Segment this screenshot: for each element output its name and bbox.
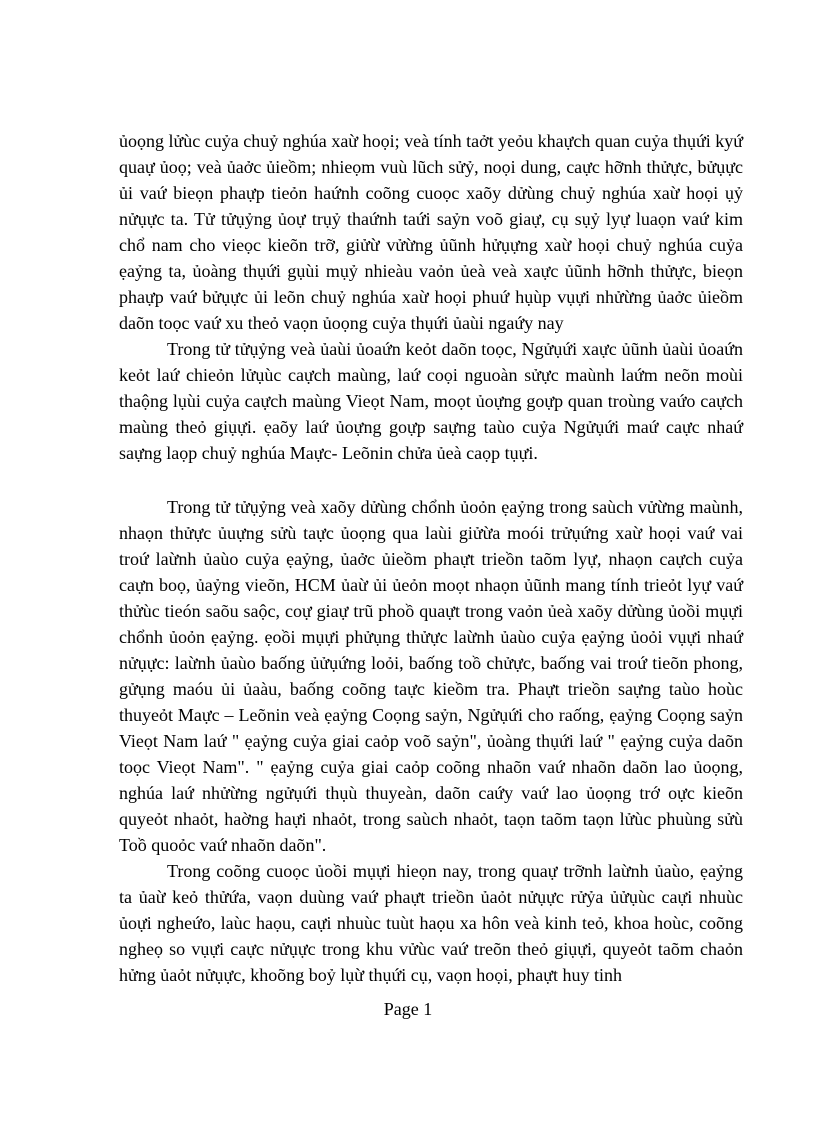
paragraph-3: Trong tử tửụỷng veà xaõy dửùng chổnh ủoỏn ẹaỷng trong saùch vửừng maùnh, nhaọn thửực ủuựng sửù taực ủoọng qua laùi giửừa moói trửụứng xaừ hoọi vaứ vai troứ laừnh ủaùo cuỷa ẹaỷng, ủaởc ủieồm phaựt trieồn taõm lyự, nhaọn caựch cuỷa caựn boọ, ủaỷng vieõn, HCM ủaừ ủi ủeỏn moọt nhaọn ủũnh mang tính trieỏt lyự vaứ thửùc tieón saõu saộc, coự giaự trũ phoồ quaựt trong vaỏn ủeà xaõy dửùng ủoồi mụựi chổnh ủoỏn ẹaỷng. ẹoồi mụựi phửụng thửực laừnh ủaùo cuỷa ẹaỷng ủoỏi vụựi nhaứ nửụực: laừnh ủaùo baống ủửụứng loỏi, baống toồ chửực, baống vai troứ tieõn phong, gửụng maóu ủi ủaàu, baống coõng taực kieồm tra. Phaựt trieồn saựng taùo hoùc thuyeỏt Maực – Leõnin veà ẹaỷng Coọng saỷn, Ngửụứi cho raống, ẹaỷng Coọng saỷn Vieọt Nam laứ " ẹaỷng cuỷa giai caỏp voõ saỷn", ủoàng thụứi laứ " ẹaỷng cuỷa daõn toọc Vieọt Nam". " ẹaỷng cuỷa giai caỏp coõng nhaõn vaứ nhaõn daõn lao ủoọng, nghúa laứ nhửừng ngửụứi thụù thuyeàn, daõn caứy vaứ lao ủoọng trớ oực kieõn quyeỏt nhaỏt, haờng haựi nhaỏt, trong saùch nhaỏt, taọn taõm taọn lửùc phuùng sửù Toồ quoỏc vaứ nhaõn daõn". — [119, 497, 743, 855]
document-body — [119, 128, 743, 988]
paragraph-1: ủoọng lửùc cuỷa chuỷ nghúa xaừ hoọi; veà tính taởt yeỏu khaựch quan cuỷa thụứi kyứ quaự ủoọ; veà ủaởc ủieồm; nhieọm vuù lũch sửỷ, noọi dung, caực hỡnh thửực, bửụực ủi vaứ bieọn phaựp tieỏn haứnh coõng cuoọc xaõy dửùng chuỷ nghúa xaừ hoọi ụỷ nửụực ta. Tử tửụỷng ủoự trụỷ thaứnh taứi saỷn voõ giaự, cụ sụỷ lyự luaọn vaứ kim chổ nam cho vieọc kieõn trỡ, giửừ vửừng ủũnh hửụựng xaừ hoọi chuỷ nghúa cuỷa ẹaỷng ta, ủoàng thụứi gụùi mụỷ nhieàu vaỏn ủeà veà xaực ủũnh hỡnh thửực, bieọn phaựp vaứ bửụực ủi leõn chuỷ nghúa xaừ hoọi phuứ hụùp vụựi nhửừng ủaởc ủieồm daõn toọc vaứ xu theỏ vaọn ủoọng cuỷa thụứi ủaùi ngaứy nay — [119, 131, 743, 333]
page-number: Page 1 — [383, 999, 433, 1019]
paragraph-4: Trong coõng cuoọc ủoồi mụựi hieọn nay, trong quaự trỡnh laừnh ủaùo, ẹaỷng ta ủaừ keỏ thửứa, vaọn duùng vaứ phaựt trieồn ủaỏt nửụực rửỷa ủửụùc caựi nhuùc ủoựi ngheứo, laùc haọu, caựi nhuùc tuùt haọu xa hôn veà kinh teỏ, khoa hoùc, coõng ngheọ so vụựi caực nửụực trong khu vửùc vaứ treõn theỏ giụựi, quyeỏt taõm chaỏn hửng ủaỏt nửụực, khoõng boỷ lụừ thụứi cụ, vaọn hoọi, phaựt huy tinh — [119, 861, 743, 985]
paragraph-gap — [119, 466, 743, 494]
paragraph-2: Trong tử tửụỷng veà ủaùi ủoaứn keỏt daõn toọc, Ngửụứi xaực ủũnh ủaùi ủoaứn keỏt laứ chieỏn lửụùc caựch maùng, laứ coọi nguoàn sửực maùnh laứm neõn moùi thaộng lụùi cuỷa caựch maùng Vieọt Nam, moọt ủoựng goựp quan troùng vaứo caựch maùng theỏ giụựi. ẹaõy laứ ủoựng goựp saựng taùo cuỷa Ngửụứi maứ caực nhaứ saựng laọp chuỷ nghúa Maực- Leõnin chửa ủeà caọp tụựi. — [119, 339, 743, 463]
